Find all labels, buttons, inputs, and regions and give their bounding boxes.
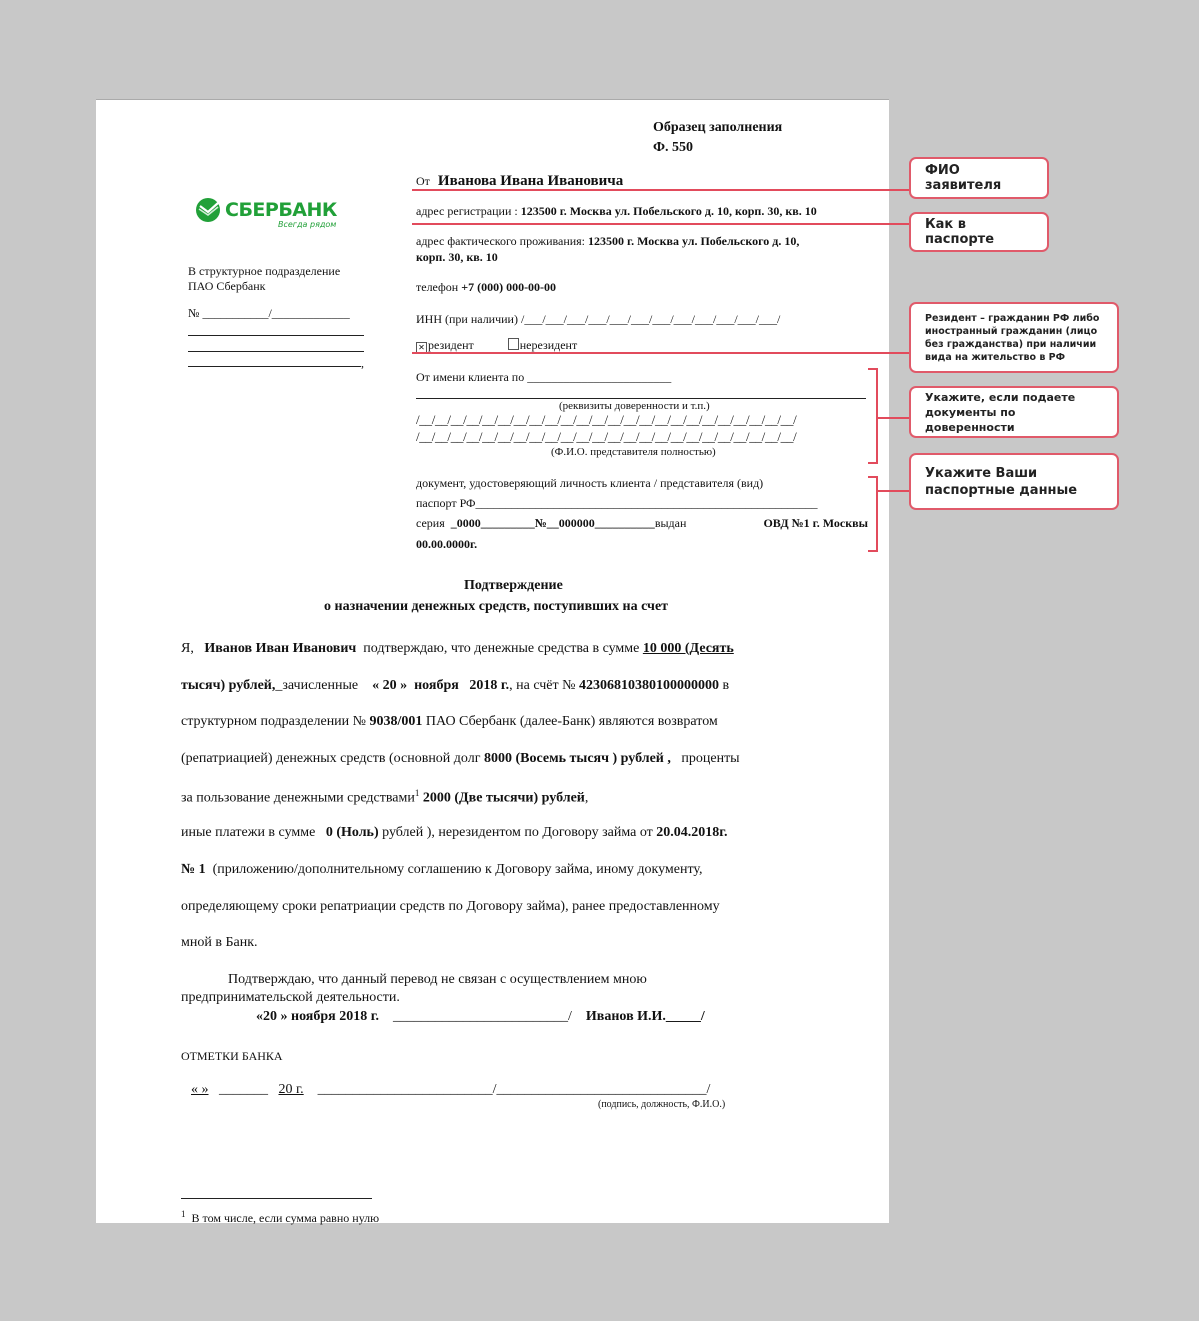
- body-use-label: за пользование денежными средствами: [181, 790, 415, 806]
- callout-poa: Укажите, если подаете документы по доверенности: [909, 386, 1119, 438]
- poa-bracket: [868, 368, 878, 464]
- issued-value-2: 00.00.0000г.: [416, 537, 478, 551]
- fact-address: [416, 234, 799, 249]
- logo-name: СБЕРБАНК: [225, 199, 337, 221]
- sign-date: «20 » ноября 2018 г.: [256, 1009, 380, 1024]
- on-behalf: От имени клиента по ________________________: [416, 370, 672, 384]
- poa-caption: (реквизиты доверенности и т.п.): [559, 400, 710, 412]
- bank-marks: ОТМЕТКИ БАНКА: [181, 1049, 283, 1063]
- doc-title-1: Подтверждение: [464, 578, 563, 593]
- fact-value-1: 123500 г. Москва ул. Побельского д. 10,: [588, 234, 800, 248]
- footnote-divider: [181, 1198, 372, 1199]
- footnote-num: 1: [181, 1209, 186, 1219]
- passport-data-bracket: [868, 476, 878, 552]
- body-line-8: определяющему сроки репатриации средств по Договору займа), ранее предоставленному: [181, 899, 720, 914]
- body-day: « 20 »: [372, 678, 408, 693]
- body-credited: _зачисленные: [275, 678, 359, 693]
- doc-type: паспорт РФ_________________________________________________________: [416, 496, 818, 510]
- body-other-value: 0 (Ноль): [325, 825, 379, 840]
- footnote-ref: 1: [414, 788, 420, 798]
- applicant-name-line: [416, 172, 623, 190]
- doc-label: документ, удостоверяющий личность клиента / представителя (вид): [416, 476, 764, 490]
- body-interest-value: 2000 (Две тысячи) рублей: [422, 790, 585, 806]
- issued-label: выдан: [654, 516, 687, 530]
- applicant-name: Иванова Ивана Ивановича: [437, 173, 624, 189]
- addressee-blank-1: [188, 335, 364, 336]
- body-division-rest: ПАО Сбербанк (далее-Банк) являются возвратом: [425, 714, 718, 729]
- poa-pointer-line: [877, 417, 910, 419]
- footnote: [181, 1209, 379, 1226]
- footnote-text: В том числе, если сумма равно нулю: [191, 1211, 380, 1225]
- issued-value-1: ОВД №1 г. Москвы: [763, 516, 868, 530]
- body-principal: 8000 (Восемь тысяч ) рублей ,: [483, 751, 671, 766]
- sample-title: Образец заполнения: [653, 120, 783, 135]
- body-i: Я,: [181, 641, 194, 656]
- body-line-2: [181, 678, 729, 694]
- bank-sign-caption: (подпись, должность, Ф.И.О.): [598, 1099, 726, 1110]
- reg-label: адрес регистрации :: [416, 204, 518, 218]
- doc-number: №__000000__________: [534, 516, 655, 530]
- rep-cells-1: /__/__/__/__/__/__/__/__/__/__/__/__/__/__/__/__/__/__/__/__/__/__/__/__/: [416, 412, 797, 427]
- body-name: Иванов Иван Иванович: [204, 641, 357, 656]
- body-sum: 10 000 (Десять: [642, 641, 734, 656]
- poa-line: [416, 398, 866, 399]
- callout-passport: Как в паспорте: [909, 212, 1049, 252]
- body-repat: (репатриацией) денежных средств (основной долг: [181, 751, 481, 766]
- body-sum2: тысяч) рублей,: [181, 678, 276, 693]
- resident-checkbox[interactable]: ✕: [416, 342, 427, 354]
- callout-resident: Резидент – гражданин РФ либо иностранный гражданин (лицо без гражданства) при наличии вида на жительство в РФ: [909, 302, 1119, 373]
- body-line-9: мной в Банк.: [181, 935, 258, 950]
- fact-value-2: корп. 30, кв. 10: [416, 250, 498, 264]
- reg-value: 123500 г. Москва ул. Побельского д. 10, корп. 30, кв. 10: [520, 204, 817, 218]
- signature-row: [256, 1009, 705, 1025]
- body-line-5: за пользование денежными средствами$^1$ 2000 (Две тысячи) рублей,: [181, 788, 589, 806]
- confirm2-line2: предпринимательской деятельности.: [181, 990, 400, 1005]
- body-other-rest: рублей ), нерезидентом по Договору займа от: [382, 825, 653, 840]
- inn-label: ИНН (при наличии): [416, 312, 518, 326]
- passport-pointer-line: [412, 223, 910, 225]
- body-loan-date: 20.04.2018г.: [656, 825, 728, 840]
- inn-cells: /___/___/___/___/___/___/___/___/___/___/___/___/: [520, 312, 781, 326]
- addressee-blank-3: [188, 366, 361, 367]
- addressee-blank-2: [188, 351, 364, 352]
- phone-value: +7 (000) 000-00-00: [461, 280, 557, 294]
- bank-sign-lines: _________________________/______________________________/: [317, 1082, 711, 1097]
- addressee-number: № ___________/_____________: [188, 306, 350, 320]
- doc-title-2: о назначении денежных средств, поступивших на счет: [324, 599, 669, 614]
- rep-caption: (Ф.И.О. представителя полностью): [551, 446, 716, 458]
- resident-pointer-line: [412, 352, 910, 354]
- passport-data-pointer-line: [877, 490, 910, 492]
- body-loan-rest: (приложению/дополнительному соглашению к Договору займа, иному документу,: [212, 862, 703, 877]
- bank-date-quotes: « »: [191, 1082, 209, 1097]
- from-label: От: [416, 174, 430, 188]
- phone-label: телефон: [416, 280, 459, 294]
- bank-date-blank: _______: [219, 1082, 268, 1097]
- rep-cells-2: /__/__/__/__/__/__/__/__/__/__/__/__/__/__/__/__/__/__/__/__/__/__/__/__/: [416, 429, 797, 444]
- body-division: 9038/001: [369, 714, 423, 729]
- phone: [416, 280, 556, 295]
- sign-line: _________________________/: [393, 1009, 572, 1024]
- body-confirm: подтверждаю, что денежные средства в сумме: [363, 641, 640, 656]
- fact-label: адрес фактического проживания:: [416, 234, 586, 248]
- body-line-4: [181, 751, 740, 767]
- addressee-line2: ПАО Сбербанк: [188, 279, 266, 293]
- body-to: в: [722, 678, 730, 693]
- doc-series-row: [416, 516, 868, 531]
- sberbank-logo-icon: [195, 197, 221, 223]
- body-account: 42306810380100000000: [579, 678, 719, 693]
- body-other-label: иные платежи в сумме: [181, 825, 316, 840]
- addressee-line1: В структурное подразделение: [188, 264, 341, 278]
- series-value: _0000_________: [450, 516, 535, 530]
- nonresident-checkbox[interactable]: [508, 338, 519, 350]
- signer: Иванов И.И._____/: [585, 1009, 705, 1024]
- body-loan-no: № 1: [181, 862, 206, 877]
- confirm2-line1: Подтверждаю, что данный перевод не связан с осуществлением мною: [228, 972, 647, 987]
- body-year: 2018 г.: [469, 678, 510, 693]
- callout-passport-data: Укажите Ваши паспортные данные: [909, 453, 1119, 510]
- document-page: Образец заполнения Ф. 550 СБЕРБАНК Всегда рядом В структурное подразделение ПАО Сбербанк № ___________/_____________ , От Иванова Ивана Ивановича адрес регистрации : 123500 г. Москва ул. Побельского д. 10, корп. 30, кв. 10 адрес фактического проживания: 123500 г. Москва ул. Побельского д. 10, корп. 30, кв. 10 телефон +7 (000) 000-00-00 ИНН (при наличии) /___/___/___/___/___/___/___/___/___/___/___/___/ ✕ резидент нерезидент От имени клиента по ________________________ (реквизиты доверенности и т.п.) /__/__/__/__/__/__/__/__/__/__/__/__/__/__/__/__/__/__/__/__/__/__/__/__/ /__/__/__/__/__/__/__/__/__/__/__/__/__/__/__/__/__/__/__/__/__/__/__/__/ (Ф.И.О. представителя полностью) документ, удостоверяющий личность клиента / представителя (вид) паспорт РФ_________________________________________________________ серия _0000_________№__000000__________выдан ОВД №1 г. Москвы 00.00.0000г. Подтверждение о назначении денежных средств, поступивших на счет Я, Иванов Иван Иванович подтверждаю, что денежные средства в сумме 10 000 (Десять тысяч) рублей,_зачисленные « 20 » ноября 2018 г., на счёт № 42306810380100000000 в структурном подразделении № 9038/001 ПАО Сбербанк (далее-Банк) являются возвратом (репатриацией) денежных средств (основной долг 8000 (Восемь тысяч ) рублей , проценты за пользование денежными средствами$^1$ 2000 (Две тысячи) рублей, иные платежи в сумме 0 (Ноль) рублей ), нерезидентом по Договору займа от 20.04.2018г. № 1 (приложению/дополнительному соглашению к Договору займа, иному документу, определяющему сроки репатриации средств по Договору займа), ранее предоставленному мной в Банк. Подтверждаю, что данный перевод не связан с осуществлением мною предпринимательской деятельности. «20 » ноября 2018 г. _________________________/ Иванов И.И._____/ ОТМЕТКИ БАНКА « » _______ 20 г. _________________________/______________________________/ (подпись, должность, Ф.И.О.) $^1$ В том числе, если сумма равно нулю: [96, 99, 889, 1223]
- reg-address: [416, 204, 817, 219]
- form-number: Ф. 550: [653, 140, 694, 155]
- inn: [416, 312, 780, 327]
- body-division-label: структурном подразделении №: [181, 714, 367, 729]
- nonresident-label: нерезидент: [519, 338, 578, 352]
- body-line-6: [181, 825, 728, 841]
- body-line-3: [181, 714, 718, 730]
- body-interest: проценты: [681, 751, 740, 766]
- body-line-7: [181, 862, 702, 878]
- body-line-1: [181, 641, 734, 657]
- series-label: серия: [416, 516, 445, 530]
- resident-label: резидент: [428, 338, 474, 352]
- bank-year: 20 г.: [278, 1082, 304, 1097]
- bank-date-row: [191, 1082, 710, 1098]
- logo-slogan: Всегда рядом: [278, 220, 337, 229]
- fio-pointer-line: [412, 189, 910, 191]
- body-account-label: , на счёт №: [509, 678, 576, 693]
- body-month: ноября: [414, 678, 459, 693]
- callout-fio: ФИО заявителя: [909, 157, 1049, 199]
